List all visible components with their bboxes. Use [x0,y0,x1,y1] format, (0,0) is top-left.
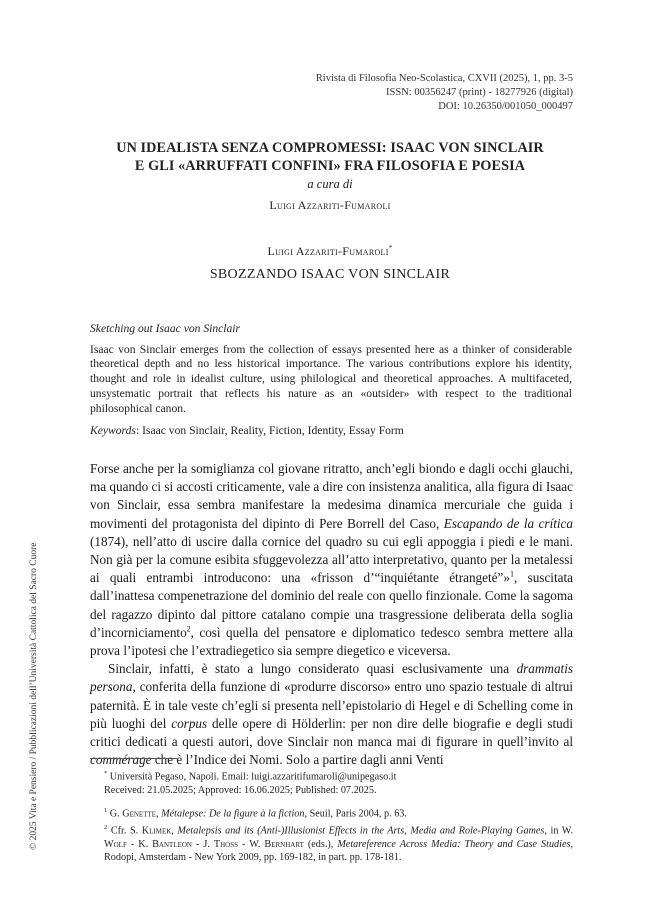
cited-editor: Thoss [213,838,238,850]
footnote-text: - K. [126,838,153,850]
section-title [80,139,580,175]
cited-editor: Bantleon [152,838,192,850]
article-title: SBOZZANDO ISAAC VON SINCLAIR [209,267,451,282]
abstract [90,322,572,439]
cited-title: Métalepse: De la figure à la fiction [161,808,305,820]
footnote-number: 2 [104,824,108,831]
body-paragraph-2 [90,660,573,769]
cited-editor: Bernhart [264,838,304,850]
affiliation-mark: * [104,770,108,777]
footnote-text: - J. [191,838,214,850]
affiliation-text: Università Pegaso, Napoli. Email: luigi.azzaritifumaroli@unipegaso.it [107,771,397,783]
cited-title: Metalepsis and its (Anti-)Illusionist Effects in the Arts, Media and Role-Playing Games [177,825,545,837]
body-text-span: delle opere di Hölderlin: per non dire delle biografie e degli studi critici dedicati a questi autori, dove Sinclair non manca mai di figurare in quell’invito al [90,715,573,750]
body-text [90,460,573,769]
copyright-sidebar: © 2025 Vita e Pensiero / Pubblicazioni dell’Università Cattolica del Sacro Cuore [29,542,39,850]
footnote-text: , Rodopi, Amsterdam - New York 2009, pp. 169-182, in part. pp. 178-181. [104,838,574,864]
body-text-span: (1874), nell’atto di uscire dalla cornice del quadro su cui egli appoggia i piedi e le mani. Non già per la comune esibita sfuggevolezza all’atto interpretativo, quanto per la metalessi ai quali entrambi introducono: una «frisson d’“inquiétante étrangeté”» [90,533,573,586]
footnote-text: - W. [238,838,265,850]
footnotes [90,767,573,865]
footnote-text: Cfr. S. [110,825,142,837]
footnote-text: (eds.), [303,838,338,850]
body-text-span: Sinclair, infatti, è stato a lungo considerato quasi esclusivamente una [108,661,517,677]
a-cura-di: a cura di [307,177,353,191]
footnote-divider [90,758,178,759]
section-title-line2: E GLI «ARRUFFATI CONFINI» FRA FILOSOFIA E POESIA [134,158,526,174]
footnote-text: , in W. [544,825,574,837]
footnote-ref-2[interactable]: 2 [186,624,191,634]
footnote-text: , [171,825,178,837]
keywords-list: : Isaac von Sinclair, Reality, Fiction, Identity, Essay Form [135,424,404,438]
journal-header [173,72,573,114]
body-text-span: , conferita della funzione di «produrre discorso» entro uno spazio testuale di altrui paternità. È in tale veste ch’egli si presenta nell’epistolario di Hegel e di Schelling come in più luoghi del [90,679,573,731]
body-text-span: , così quella del pensatore e diplomatico tedesco sembra mettere alla prova l’ipotesi che l’extradiegetico sia sempre diegetico e viceversa. [90,624,573,659]
cited-editor: Wolf [104,838,127,850]
publication-dates: Received: 21.05.2025; Approved: 16.06.2025; Published: 07.2025. [104,784,377,796]
italic-term: corpus [171,715,208,731]
journal-citation: Rivista di Filosofia Neo-Scolastica, CXVII (2025), 1, pp. 3-5 [315,73,573,84]
body-text-span: che è l’Indice dei Nomi. Solo a partire dagli anni Venti [151,752,444,768]
footnote-text: , Seuil, Paris 2004, p. 63. [304,808,407,820]
doi-line: DOI: 10.26350/001050_000497 [438,101,573,112]
author-name: Luigi Azzariti-Fumaroli [267,244,389,258]
body-text-span: , suscitata dall’inattesa compenetrazione del dominio del reale con quello finzionale. Come la sagoma del ragazzo dipinto dal pittore catalano compie una trasgressione deliberata della soglia d’incorniciamento [90,570,573,640]
footnote-ref-1[interactable]: 1 [509,569,514,579]
cited-author: G. Genette [109,808,157,820]
author-footnote-mark: * [388,244,393,252]
cited-author: Klimek [141,825,172,837]
italic-term: commérage [90,752,152,768]
footnote-2 [90,821,573,865]
article-author [80,244,580,259]
issn-line: ISSN: 00356247 (print) - 18277926 (digital) [386,87,573,98]
footnote-1 [90,804,573,821]
keywords-label: Keywords [90,424,136,438]
italic-term: drammatis persona [90,661,573,695]
abstract-title: Sketching out Isaac von Sinclair [90,322,241,335]
section-title-line1: UN IDEALISTA SENZA COMPROMESSI: ISAAC VON SINCLAIR [116,140,544,156]
abstract-text: Isaac von Sinclair emerges from the collection of essays presented here as a thinker of considerable theoretical depth and no less historical importance. The various contributions explore his identity, thought and role in idealist culture, using philological and theoretical approaches. A multifaceted, unsystematic portrait that reflects his nature as an «outsider» with respect to the traditional philosophical canon. [90,342,572,415]
footnote-text: , [156,808,162,820]
body-paragraph-1 [90,460,573,660]
section-editor: Luigi Azzariti-Fumaroli [269,198,391,212]
keywords [90,424,572,439]
footnote-number: 1 [104,807,108,815]
body-text-span: Forse anche per la somiglianza col giovane ritratto, anch’egli biondo e dagli occhi glauchi, ma quando ci si accosti criticamente, vale a dire con insistenza analitica, alla figura di Isaac von Sinclair, essa sembra manifestare la medesima dinamica mercuriale che guida i movimenti del protagonista del dipinto di Pere Borrell del Caso, [90,461,573,531]
painting-title: Escapando de la crítica [443,515,574,531]
cited-title: Metareference Across Media: Theory and Case Studies [337,838,571,850]
author-affiliation-note [90,767,573,784]
